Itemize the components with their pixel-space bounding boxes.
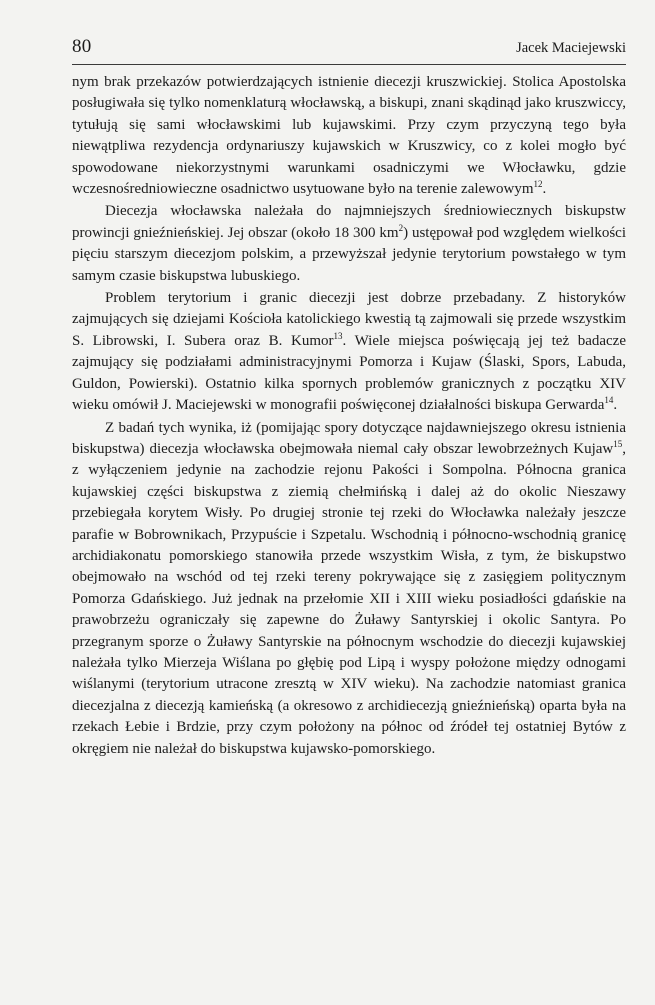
page-number: 80 — [72, 36, 92, 57]
paragraph-text: ) ustępował pod względem wielkości pięciu starszym diecezjom polskim, a przewyższał jedynie terytorium powstałego w tym samym czasie biskupstwa lubuskiego. — [72, 224, 626, 284]
superscript-exponent: 2 — [398, 222, 404, 233]
footnote-ref: 13 — [333, 330, 343, 341]
footnote-ref: 12 — [533, 179, 543, 190]
page-header — [72, 36, 626, 64]
running-head: Jacek Maciejewski — [516, 40, 626, 56]
paragraph-text: Problem terytorium i granic diecezji jest dobrze przebadany. Z historyków zajmujących się dziejami Kościoła katolickiego kwestią tą zajmowali się przede wszystkim S. Librowski, I. Subera oraz B. Kumor — [72, 290, 626, 349]
paragraph-3 — [72, 288, 626, 416]
footnote-ref: 15 — [613, 438, 623, 449]
paragraph-end: . — [613, 397, 618, 414]
header-rule — [72, 64, 626, 65]
footnote-ref: 14 — [604, 395, 614, 406]
paragraph-text: Z badań tych wynika, iż (pomijając spory dotyczące najdawniejszego okresu istnienia biskupstwa) diecezja włocławska obejmowała niemal cały obszar lewobrzeżnych Kujaw — [72, 419, 626, 457]
body-text — [72, 72, 626, 760]
paragraph-2 — [72, 201, 626, 287]
paragraph-4 — [72, 418, 626, 761]
paragraph-end: . — [542, 181, 547, 198]
paragraph-text: nym brak przekazów potwierdzających istnienie diecezji kruszwickiej. Stolica Apostolska posługiwała się tylko nomenklaturą włocławską, a biskupi, znani skądinąd jako kruszwiccy, tytułują się sami włocławskimi lub kujawskimi. Przy czym przyczyną tego była niewątpliwa rezydencja ordynariuszy kujawskich w Kruszwicy, co z kolei mogło być spowodowane niekorzystnymi warunkami osadniczymi we Włocławku, gdzie wczesnośredniowieczne osadnictwo usytuowane było na terenie zalewowym — [72, 74, 626, 198]
paragraph-text: . Wiele miejsca poświęcają jej też badacze zajmujący się podziałami administracyjnymi Pomorza i Kujaw (Ślaski, Spors, Labuda, Guldon, Powierski). Ostatnio kilka spornych problemów granicznych z początku XIV wieku omówił J. Maciejewski w monografii poświęconej działalności biskupa Gerwarda — [72, 332, 626, 414]
paragraph-text: Diecezja włocławska należała do najmniejszych średniowiecznych biskupstw prowincji gnieźnieńskiej. Jej obszar (około 18 300 km — [72, 203, 626, 241]
paragraph-1 — [72, 72, 626, 200]
paragraph-text: , z wyłączeniem jedynie na zachodzie rejonu Pakości i Sompolna. Północna granica kujawskiej części biskupstwa z ziemią chełmińską i dalej aż do okolic Nieszawy przebiegała korytem Wisły. Po drugiej stronie tej rzeki do Włocławka należały jeszcze parafie w Bobrownikach, Przypuście i Szpetalu. Wschodnią i północno-wschodnią granicę archidiakonatu pomorskiego stanowiła przede wszystkim Wisła, z tym, że biskupstwo obejmowało na wschód od tej rzeki tereny pokrywające się z zasięgiem politycznym Pomorza Gdańskiego. Już jednak na przełomie XII i XIII wieku posiadłości gdańskie na prawobrzeżu ograniczały się zapewne do Żuławy Santyrskiej i okolic Santyra. Po przegranym sporze o Żuławy Santyrskie na północnym wschodzie do diecezji kujawskiej należała tylko Mierzeja Wiślana po głębię pod Lipą i wyspy położone między odnogami wiślanymi (terytorium utracone zresztą w XIV wieku). Na zachodzie natomiast granica diecezjalna z diecezją kamieńską (a okresowo z archidiecezją gnieźnieńską) oparta była na rzekach Łebie i Brdzie, przy czym położony na północ od źródeł tej ostatniej Bytów z okręgiem nie należał do biskupstwa kujawsko-pomorskiego. — [72, 440, 626, 757]
